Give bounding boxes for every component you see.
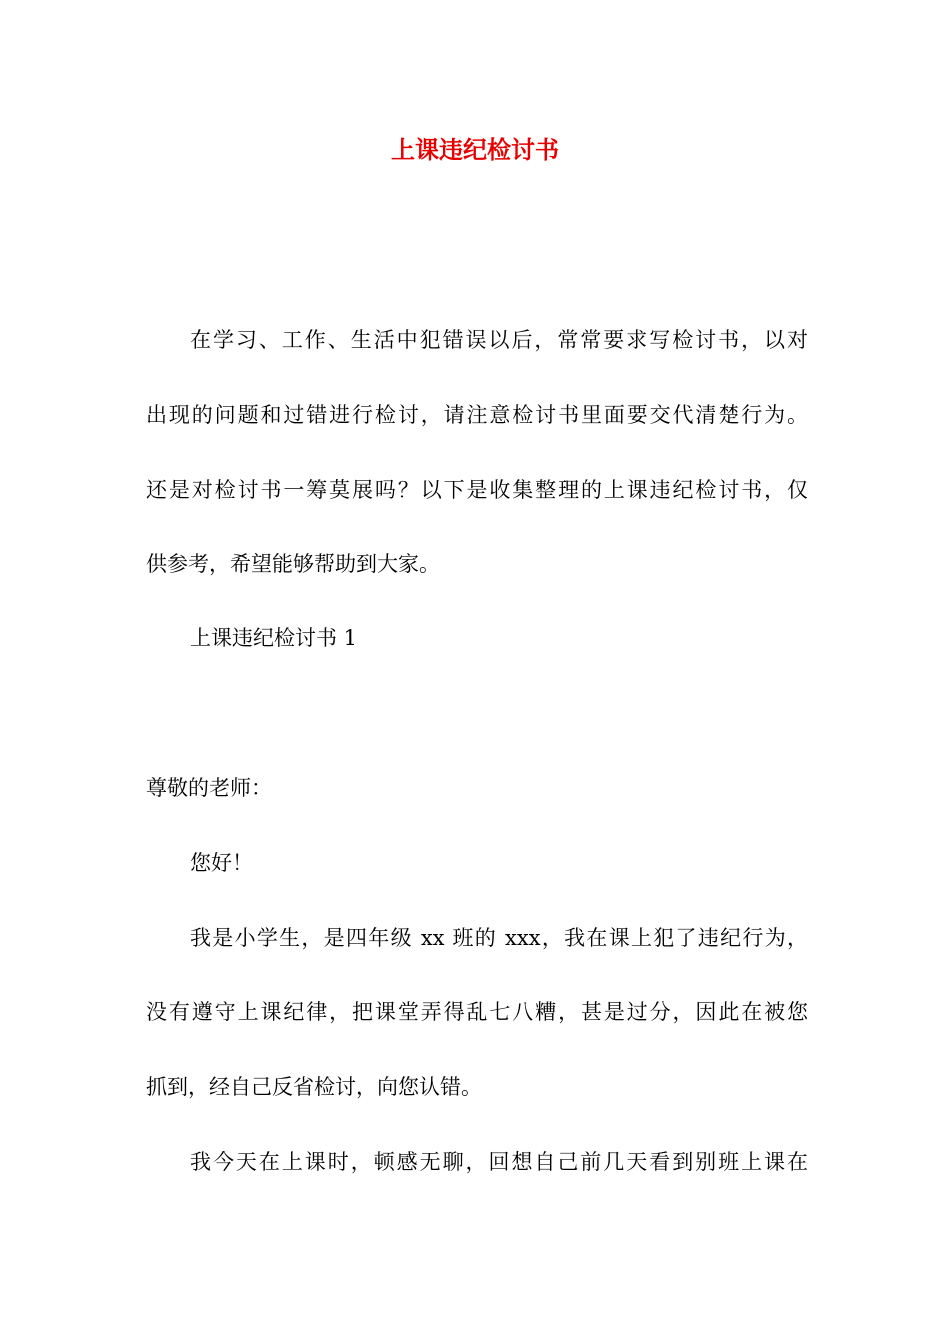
paragraph-1-line-1: 我是小学生，是四年级 xx 班的 xxx，我在课上犯了违纪行为， <box>190 926 808 950</box>
intro-line-4: 供参考，希望能够帮助到大家。 <box>146 552 440 576</box>
paragraph-2-line-1: 我今天在上课时，顿感无聊，回想自己前几天看到别班上课在 <box>190 1150 808 1174</box>
paragraph-1-line-2: 没有遵守上课纪律，把课堂弄得乱七八糟，甚是过分，因此在被您 <box>146 1000 808 1024</box>
section-heading: 上课违纪检讨书 1 <box>190 626 358 650</box>
greeting: 您好！ <box>190 851 253 875</box>
paragraph-1-line-3: 抓到，经自己反省检讨，向您认错。 <box>146 1075 482 1099</box>
intro-line-2: 出现的问题和过错进行检讨，请注意检讨书里面要交代清楚行为。 <box>146 403 808 427</box>
intro-line-1: 在学习、工作、生活中犯错误以后，常常要求写检讨书，以对 <box>190 328 808 352</box>
document-title: 上课违纪检讨书 <box>391 135 559 164</box>
salutation: 尊敬的老师： <box>146 776 272 800</box>
intro-line-3: 还是对检讨书一筹莫展吗？以下是收集整理的上课违纪检讨书，仅 <box>146 478 808 502</box>
